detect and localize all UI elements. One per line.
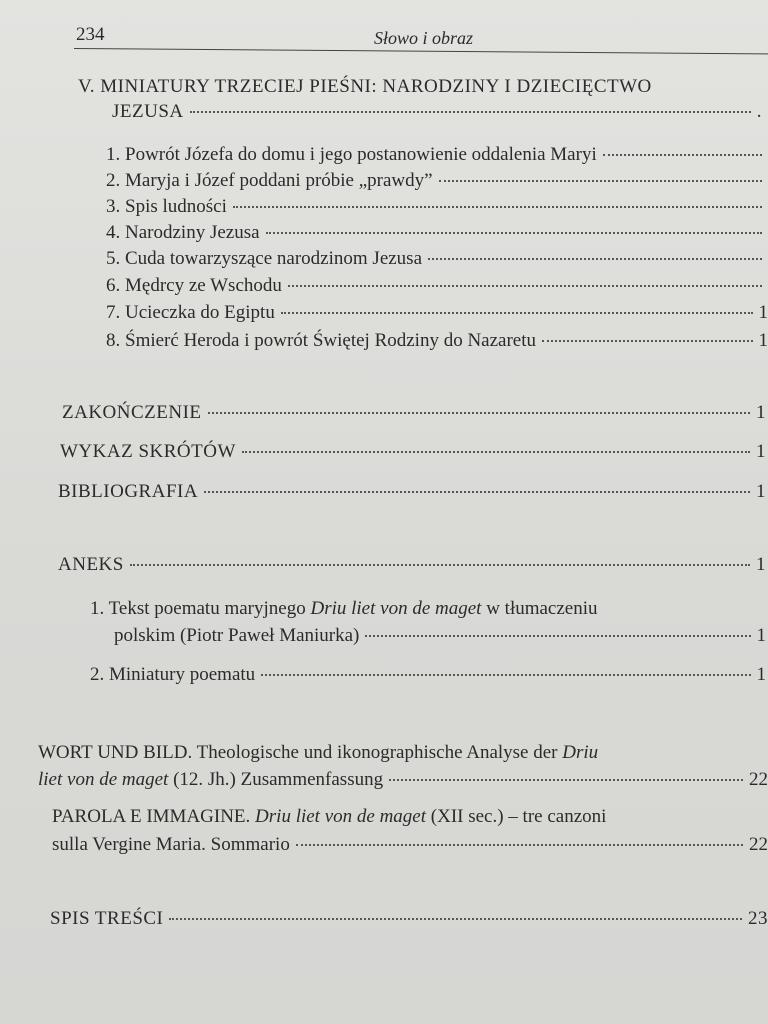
parola-line2: sulla Vergine Maria. Sommario 22 (52, 834, 768, 855)
wort-und-bild-line1: WORT UND BILD. Theologische und ikonographische Analyse der Driu (38, 742, 599, 763)
chapter-v-title-line1: V. MINIATURY TRZECIEJ PIEŚNI: NARODZINY I DZIECIĘCTWO (78, 76, 652, 97)
toc-entry: 6. Mędrcy ze Wschodu (106, 275, 768, 297)
toc-entry-wykaz-skrotow: WYKAZ SKRÓTÓW 1 (60, 441, 766, 462)
toc-entry: 4. Narodziny Jezusa (106, 222, 768, 244)
toc-entry: 1. Powrót Józefa do domu i jego postanowienie oddalenia Maryi (106, 144, 768, 166)
toc-entry-bibliografia: BIBLIOGRAFIA 1 (58, 481, 766, 502)
page-number: 234 (76, 24, 105, 45)
toc-entry: 7. Ucieczka do Egiptu 1 (106, 302, 768, 323)
wort-und-bild-line2: liet von de maget (12. Jh.) Zusammenfassung 22 (38, 769, 768, 790)
toc-entry-zakonczenie: ZAKOŃCZENIE 1 (62, 402, 766, 423)
toc-entry: 5. Cuda towarzyszące narodzinom Jezusa (106, 248, 768, 270)
aneks-item-1-line2: polskim (Piotr Paweł Maniurka) 1 (114, 625, 766, 646)
toc-entry-spis-tresci: SPIS TREŚCI 23 (50, 908, 768, 929)
chapter-v-title-line2: JEZUSA . (112, 101, 762, 122)
toc-entry-aneks: ANEKS 1 (58, 554, 766, 575)
toc-entry: 3. Spis ludności (106, 196, 768, 218)
leader-dots (190, 111, 751, 113)
toc-entry: 8. Śmierć Heroda i powrót Świętej Rodziny do Nazaretu 1 (106, 330, 768, 351)
aneks-item-1-line1: 1. Tekst poematu maryjnego Driu liet von de maget w tłumaczeniu (90, 598, 598, 619)
running-title: Słowo i obraz (374, 28, 474, 48)
parola-line1: PAROLA E IMMAGINE. Driu liet von de maget (XII sec.) – tre canzoni (52, 806, 607, 827)
toc-entry: 2. Maryja i Józef poddani próbie „prawdy” (106, 170, 768, 192)
aneks-item-2: 2. Miniatury poematu 1 (90, 664, 766, 685)
